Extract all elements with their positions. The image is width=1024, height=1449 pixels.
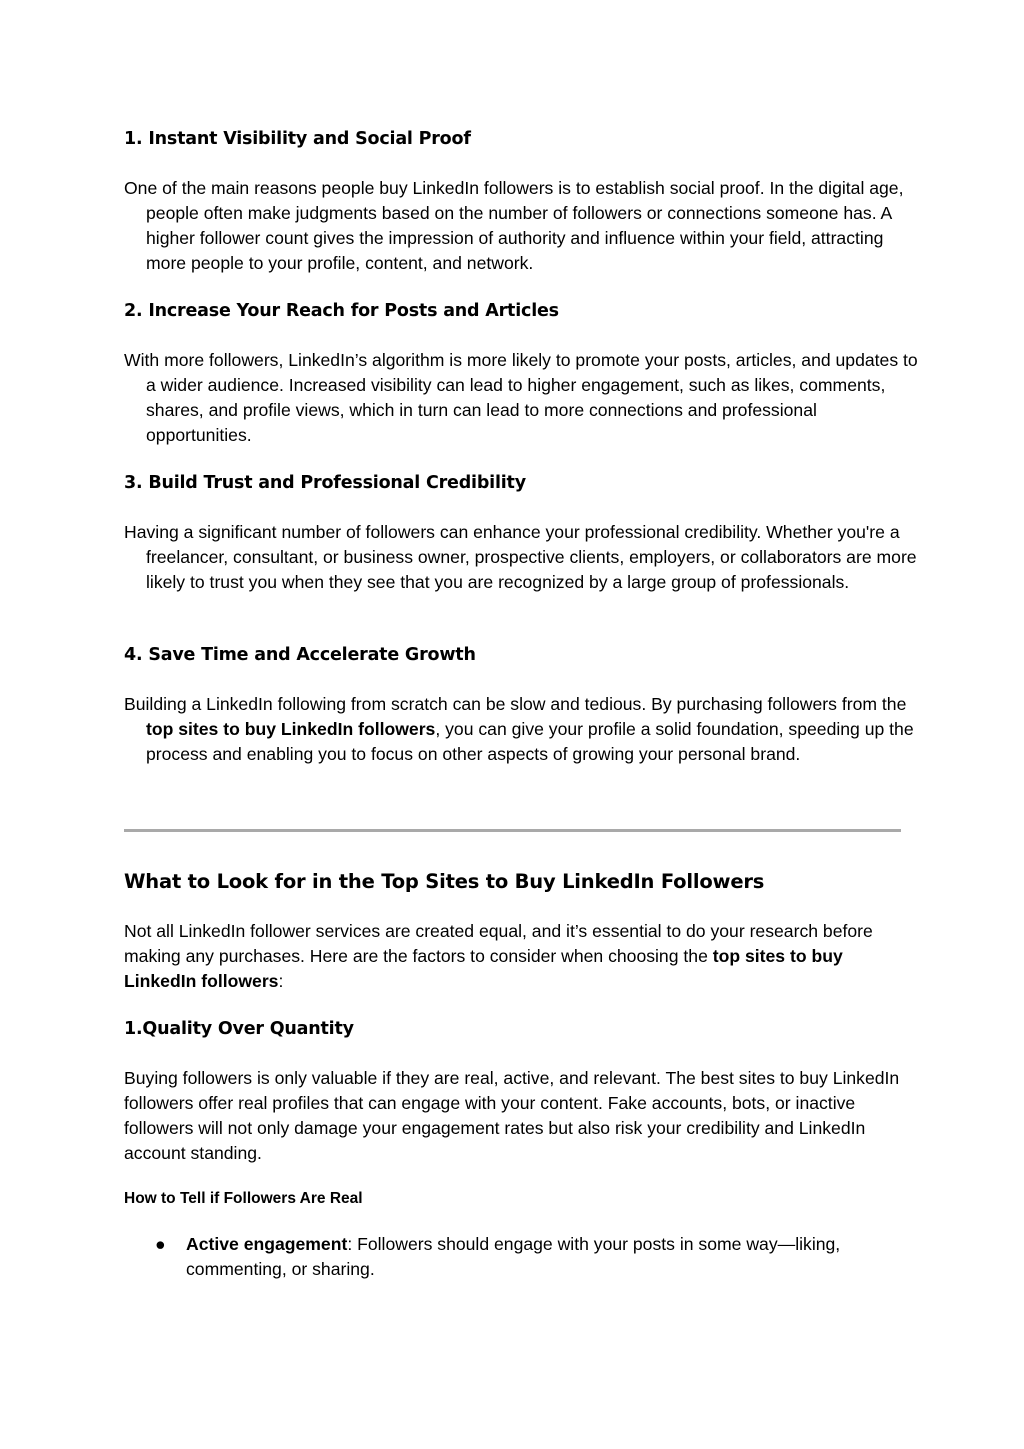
section-body-build-trust: Having a significant number of followers can enhance your professional credibility. Whether you're a freelancer, consultant, or business owner, prospective clients, employers, or collaborators are more likely to trust you when they see that you are recognized by a large group of professionals. <box>124 522 917 592</box>
section-body-save-time <box>124 692 922 767</box>
section-heading-what-to-look-for: What to Look for in the Top Sites to Buy LinkedIn Followers <box>124 870 765 893</box>
body-text: Building a LinkedIn following from scratch can be slow and tedious. By purchasing followers from the <box>124 694 907 714</box>
emphasis-text: top sites to buy LinkedIn followers <box>124 946 843 991</box>
section-body-what-to-look-for <box>124 919 900 994</box>
section-heading-increase-reach: 2. Increase Your Reach for Posts and Articles <box>124 301 559 321</box>
emphasis-text: top sites to buy LinkedIn followers <box>146 719 436 739</box>
body-text: , you can give your profile a solid foundation, speeding up the process and enabling you to focus on other aspects of growing your personal brand. <box>146 719 914 764</box>
body-text: Not all LinkedIn follower services are created equal, and it’s essential to do your research before making any purchases. Here are the factors to consider when choosing the <box>124 921 873 966</box>
body-text: : Followers should engage with your posts in some way—liking, commenting, or sharing. <box>186 1234 841 1279</box>
subheading-how-to-tell: How to Tell if Followers Are Real <box>124 1190 363 1207</box>
bullet-icon: ● <box>155 1234 166 1254</box>
section-heading-quality-over-quantity: 1.Quality Over Quantity <box>124 1019 354 1039</box>
list-item-text <box>186 1232 898 1282</box>
section-heading-save-time: 4. Save Time and Accelerate Growth <box>124 645 476 665</box>
section-body-quality-over-quantity: Buying followers is only valuable if they are real, active, and relevant. The best sites to buy LinkedIn followers offer real profiles that can engage with your content. Fake accounts, bots, or inactive followers will not only damage your engagement rates but also risk your credibility and LinkedIn account standing. <box>124 1068 900 1163</box>
section-heading-instant-visibility: 1. Instant Visibility and Social Proof <box>124 129 471 149</box>
horizontal-divider <box>124 829 901 832</box>
section-body-increase-reach: With more followers, LinkedIn’s algorithm is more likely to promote your posts, articles, and updates to a wider audience. Increased visibility can lead to higher engagement, such as likes, comments, shares, and profile views, which in turn can lead to more connections and professional opportunities. <box>124 350 918 445</box>
section-body-instant-visibility: One of the main reasons people buy LinkedIn followers is to establish social proof. In the digital age, people often make judgments based on the number of followers or connections someone has. A higher follower count gives the impression of authority and influence within your field, attracting more people to your profile, content, and network. <box>124 178 904 273</box>
body-text: : <box>278 971 284 991</box>
emphasis-text: Active engagement <box>186 1234 348 1254</box>
section-heading-build-trust: 3. Build Trust and Professional Credibility <box>124 473 526 493</box>
